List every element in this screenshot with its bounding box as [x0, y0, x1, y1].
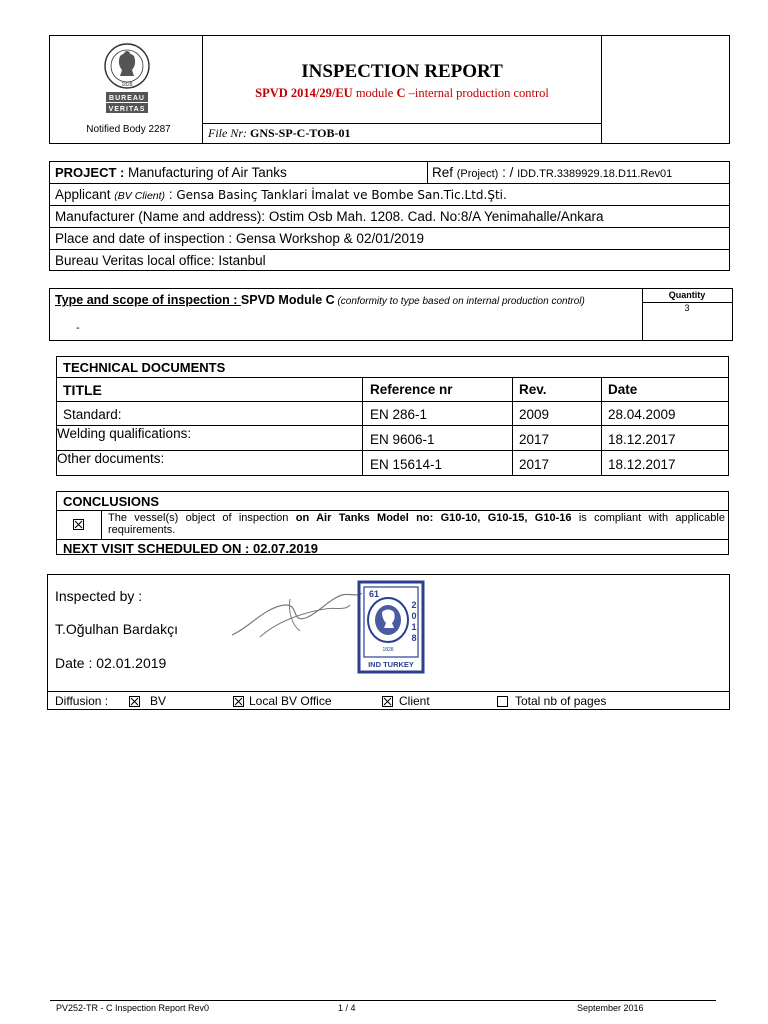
scope-dash: -: [76, 322, 80, 334]
conclusion-rule: [57, 539, 728, 540]
diffusion-checkbox-bv[interactable]: [129, 696, 140, 707]
local-office-row: Bureau Veritas local office: Istanbul: [55, 253, 266, 268]
technical-documents-table: [56, 356, 729, 476]
conclusion-text: [108, 512, 725, 536]
table-cell: Standard:: [63, 407, 122, 422]
quantity-label: Quantity: [668, 290, 706, 300]
project-ref: [432, 162, 672, 185]
logo-wordmark-bottom: VERITAS: [108, 106, 146, 113]
stamp-year-small: 1828: [382, 647, 394, 653]
inspector-stamp: [356, 578, 426, 674]
applicant-label: Applicant: [55, 187, 115, 202]
footer-form-id: PV252-TR - C Inspection Report Rev0: [56, 1003, 210, 1013]
footer-date: September 2016: [577, 1003, 644, 1013]
table-cell: 2017: [519, 457, 550, 472]
checkbox-cross-icon: [74, 520, 83, 529]
report-header: [49, 35, 730, 144]
report-subtitle: [203, 86, 601, 101]
stamp-number: 61: [369, 589, 380, 599]
file-label: File Nr:: [208, 126, 250, 140]
scope-label: Type and scope of inspection :: [55, 293, 241, 307]
table-cell: Other documents:: [57, 451, 165, 466]
table-col-rule: [601, 377, 602, 475]
diffusion-checkbox-local-office[interactable]: [233, 696, 244, 707]
table-rule: [57, 377, 728, 378]
table-cell: 28.04.2009: [608, 407, 676, 422]
compliance-checkbox[interactable]: [73, 519, 84, 530]
diffusion-option-label: Local BV Office: [249, 694, 332, 708]
diffusion-option-label: BV: [150, 694, 167, 708]
ref-sub: (Project): [456, 168, 499, 180]
ref-label: Ref: [432, 165, 457, 180]
report-title: INSPECTION REPORT: [301, 61, 503, 82]
ref-value: IDD.TR.3389929.18.D11.Rev01: [517, 168, 673, 180]
table-rule: [57, 401, 728, 402]
project-value: Manufacturing of Air Tanks: [127, 165, 287, 180]
diffusion-label: Diffusion :: [55, 694, 109, 708]
conclusion-rule: [57, 510, 728, 511]
inspector-name: T.Oğulhan Bardakçı: [55, 621, 178, 637]
checkbox-cross-icon: [130, 697, 139, 706]
tech-docs-title: TECHNICAL DOCUMENTS: [63, 360, 226, 375]
checkbox-cross-icon: [383, 697, 392, 706]
signature: [230, 587, 365, 645]
scope-value: SPVD Module C: [240, 293, 335, 307]
inspection-date: Date : 02.01.2019: [55, 655, 167, 671]
scope-of-inspection: [49, 288, 733, 341]
applicant-value: Gensa Basinç Tanklari İmalat ve Bombe San.Tic.Ltd.Şti.: [176, 188, 507, 202]
logo-cell: [50, 36, 203, 143]
subtitle-rest: –internal production control: [405, 86, 549, 100]
table-cell: 18.12.2017: [608, 432, 676, 447]
applicant-sep: :: [165, 187, 177, 202]
applicant-sub: (BV Client): [114, 190, 166, 202]
diffusion-option-label: Total nb of pages: [515, 694, 607, 708]
stamp-year-digit: 8: [411, 633, 417, 643]
file-number: GNS-SP-C-TOB-01: [250, 126, 351, 140]
header-right-cell: [601, 36, 729, 143]
inspection-signoff: [47, 574, 730, 710]
table-cell: 2017: [519, 432, 550, 447]
col-header-title: TITLE: [63, 382, 102, 398]
table-cell: EN 9606-1: [370, 432, 435, 447]
stamp-bottom-text: IND TURKEY: [368, 660, 414, 669]
place-date-row: Place and date of inspection : Gensa Workshop & 02/01/2019: [50, 228, 729, 250]
conclusion-col-rule: [101, 510, 102, 539]
col-header-date: Date: [608, 382, 638, 397]
table-cell: Welding qualifications:: [57, 426, 192, 441]
subtitle-module: module: [352, 86, 397, 100]
col-header-reference: Reference nr: [370, 382, 453, 397]
file-number-line: [208, 126, 350, 141]
manufacturer-row: Manufacturer (Name and address): Ostim Osb Mah. 1208. Cad. No:8/A Yenimahalle/Ankara: [50, 206, 729, 228]
subtitle-directive: SPVD 2014/29/EU: [255, 86, 353, 100]
quantity-value: 3: [684, 303, 690, 313]
conclusions: [56, 491, 729, 555]
diffusion-checkbox-total-pages[interactable]: [497, 696, 508, 707]
table-cell: 18.12.2017: [608, 457, 676, 472]
table-cell: 2009: [519, 407, 550, 422]
ref-divider: [427, 162, 428, 184]
file-divider: [203, 123, 601, 124]
checkbox-cross-icon: [234, 697, 243, 706]
conclusion-text-post: is compliant with applicable requirements.: [108, 512, 725, 536]
notified-body: Notified Body 2287: [86, 124, 171, 135]
conclusion-text-models: on Air Tanks Model no: G10-10, G10-15, G10-16: [295, 512, 572, 524]
table-cell: EN 15614-1: [370, 457, 443, 472]
ref-sep: : /: [498, 165, 518, 180]
footer-page-number: 1 / 4: [338, 1003, 356, 1013]
conclusion-text-pre: The vessel(s) object of inspection: [108, 512, 296, 524]
project-label: PROJECT :: [55, 165, 128, 180]
applicant-row: [50, 184, 729, 206]
stamp-year-digit: 0: [411, 611, 417, 621]
diffusion-rule: [48, 691, 729, 692]
conclusions-title: CONCLUSIONS: [63, 494, 160, 509]
table-col-rule: [362, 377, 363, 475]
scope-note: (conformity to type based on internal production control): [334, 296, 585, 307]
stamp-year-digit: 1: [411, 622, 417, 632]
next-visit: NEXT VISIT SCHEDULED ON : 02.07.2019: [63, 541, 319, 556]
table-col-rule: [512, 377, 513, 475]
bureau-veritas-logo: [98, 42, 156, 118]
diffusion-option-label: Client: [399, 694, 430, 708]
subtitle-module-c: C: [396, 86, 406, 100]
project-info: [49, 161, 730, 271]
col-header-rev: Rev.: [519, 382, 547, 397]
stamp-year-digit: 2: [411, 600, 417, 610]
logo-year: 1828: [121, 82, 133, 88]
footer-rule: [50, 1000, 716, 1001]
inspected-by-label: Inspected by :: [55, 588, 143, 604]
logo-wordmark-top: BUREAU: [109, 95, 145, 102]
table-cell: EN 286-1: [370, 407, 428, 422]
scope-text: [55, 294, 640, 308]
diffusion-checkbox-client[interactable]: [382, 696, 393, 707]
